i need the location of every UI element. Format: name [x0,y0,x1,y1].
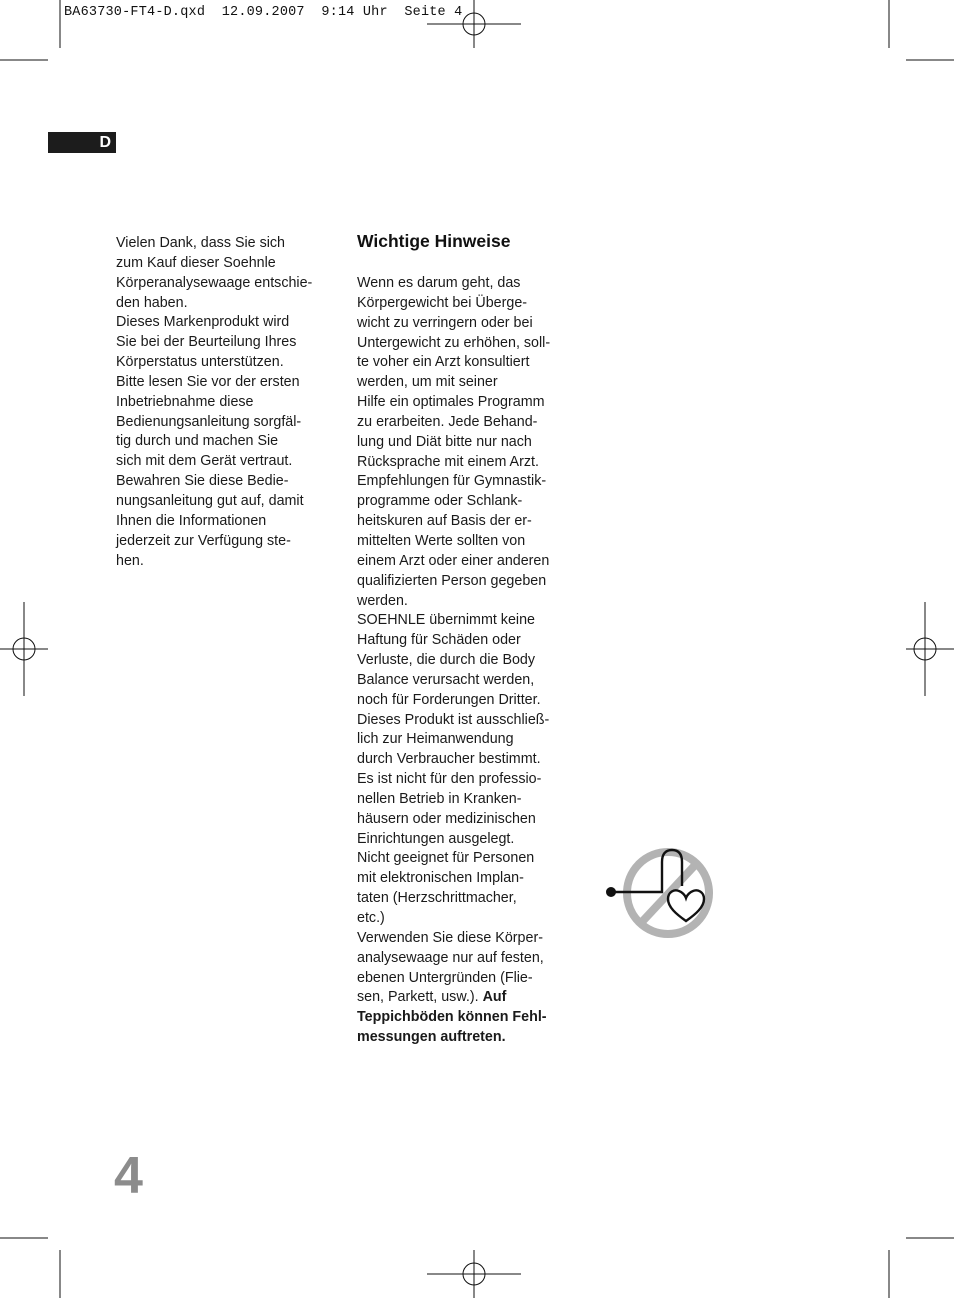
text-line: tig durch und machen Sie [116,433,279,450]
text-line: Ihnen die Informationen [116,512,267,529]
text-line: nungsanleitung gut auf, damit [116,492,304,509]
text-line: nellen Betrieb in Kranken- [357,790,522,807]
text-line: Sie bei der Beurteilung Ihres [116,334,297,351]
text-line: Körperanalysewaage entschie- [116,274,313,291]
language-badge: D [48,132,116,153]
text-line: te voher ein Arzt konsultiert [357,354,530,371]
text-line: Teppichböden können Fehl- [357,1009,547,1026]
text-line: zum Kauf dieser Soehnle [116,254,276,271]
text-line: durch Verbraucher bestimmt. [357,751,541,768]
text-line: Einrichtungen ausgelegt. [357,830,515,847]
text-line: Bedienungsanleitung sorgfäl- [116,413,302,430]
text-line: Dieses Produkt ist ausschließ- [357,711,550,728]
text-line: Haftung für Schäden oder [357,632,521,649]
text-line: analysewaage nur auf festen, [357,949,544,966]
text-line: heitskuren auf Basis der er- [357,513,532,530]
text-line: wicht zu verringern oder bei [357,314,533,331]
text-line: Rücksprache mit einem Arzt. [357,453,539,470]
text-line: Hilfe ein optimales Programm [357,394,545,411]
text-line: hen. [116,552,144,569]
text-line: Empfehlungen für Gymnastik- [357,473,547,490]
page-number: 4 [114,1147,143,1205]
text-line: Vielen Dank, dass Sie sich [116,235,286,251]
text-line: sich mit dem Gerät vertraut. [116,453,293,470]
text-line: messungen auftreten. [357,1029,506,1046]
text-line: werden, um mit seiner [357,374,498,391]
text-line: Dieses Markenprodukt wird [116,314,290,331]
text-line: Verluste, die durch die Body [357,652,536,669]
text-line: Körpergewicht bei Überge- [357,294,528,311]
text-line: häusern oder medizinischen [357,810,536,827]
text-line: ebenen Untergründen (Flie- [357,969,533,986]
text-line: programme oder Schlank- [357,493,523,510]
text-line: qualifizierten Person gegeben [357,572,547,589]
text-line: Bewahren Sie diese Bedie- [116,473,289,490]
text-line: zu erarbeiten. Jede Behand- [357,413,538,430]
text-line: jederzeit zur Verfügung ste- [116,532,291,549]
file-slug: BA63730-FT4-D.qxd 12.09.2007 9:14 Uhr Seite 4 [64,5,463,20]
text-line: mittelten Werte sollten von [357,532,526,549]
text-line: Inbetriebnahme diese [116,393,254,410]
notes-text [357,274,577,1048]
text-line: lung und Diät bitte nur nach [357,433,532,450]
text-line: noch für Forderungen Dritter. [357,691,541,708]
text-line: werden. [357,592,408,609]
text-line: Körperstatus unterstützen. [116,354,284,371]
section-heading: Wichtige Hinweise [357,231,511,251]
text-line: lich zur Heimanwendung [357,731,514,748]
text-line: etc.) [357,910,385,926]
intro-text [116,234,332,571]
text-line: mit elektronischen Implan- [357,870,524,887]
text-line: den haben. [116,294,188,311]
text-line: Verwenden Sie diese Körper- [357,929,543,946]
text-line: einem Arzt oder einer anderen [357,552,550,569]
text-line: SOEHNLE übernimmt keine [357,612,535,629]
notes-line-mixed: sen, Parkett, usw.). Auf [357,989,507,1006]
text-line: Wenn es darum geht, das [357,275,521,291]
text-line: Bitte lesen Sie vor der ersten [116,373,300,390]
text-line: Balance verursacht werden, [357,671,535,688]
text-line: Es ist nicht für den professio- [357,771,542,788]
text-line: taten (Herzschrittmacher, [357,890,517,907]
no-pacemaker-icon [600,844,720,944]
text-line: Untergewicht zu erhöhen, soll- [357,334,551,351]
text-line: Nicht geeignet für Personen [357,850,535,867]
